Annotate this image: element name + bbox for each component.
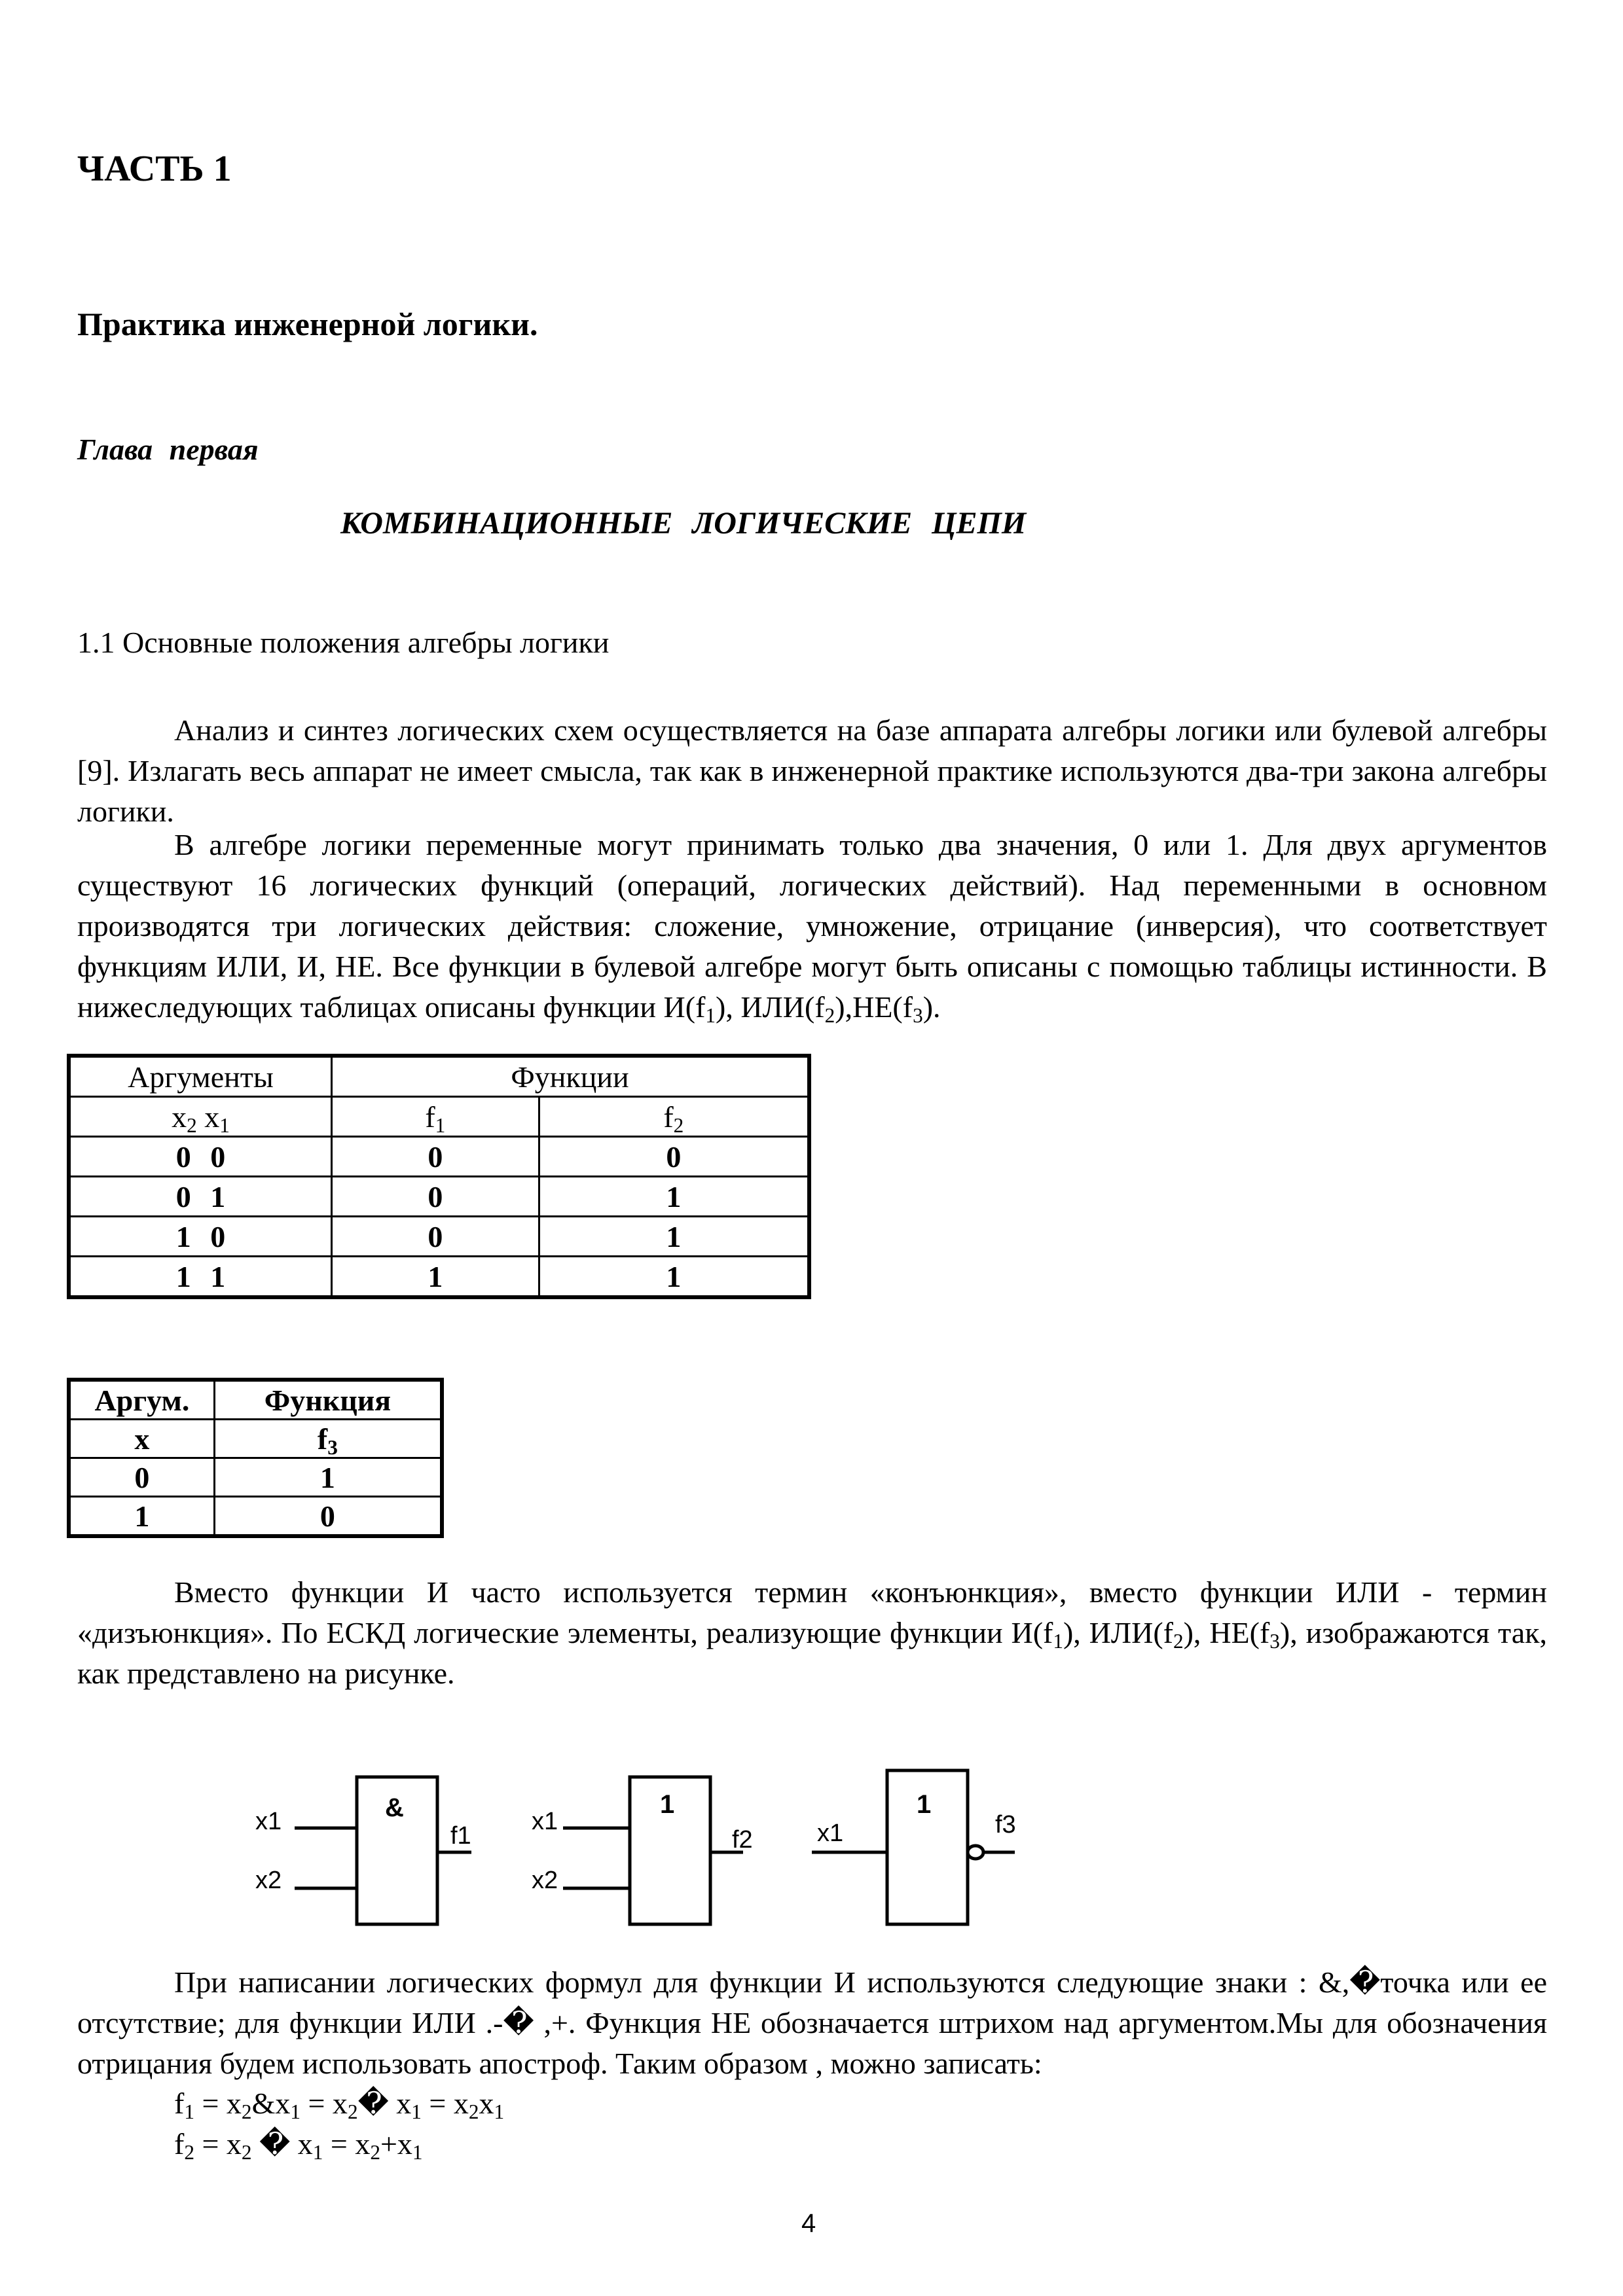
- table-row: [69, 1257, 809, 1298]
- formula-term: f: [174, 2127, 185, 2161]
- not-function-ref: ),НЕ(f: [835, 990, 913, 1024]
- paragraph-4-text: При написании логических формул для функции И используются следующие знаки : &,�точка или ее отсутствие; для функции ИЛИ .-� ,+. Функция НЕ обозначается штрихом над аргументом.Мы для обозначения отрицания будем использовать апостроф. Таким образом , можно записать:: [77, 1965, 1547, 2080]
- subheader-f1: [332, 1097, 539, 1137]
- cell-f3: 0: [214, 1497, 442, 1537]
- subscript: 1: [412, 2140, 423, 2164]
- subscript: 1: [411, 2100, 422, 2123]
- subscript: 3: [1269, 1629, 1280, 1653]
- subscript: 3: [327, 1435, 338, 1459]
- not-gate-input-label: x1: [817, 1820, 844, 1847]
- subscript: 2: [1173, 1629, 1184, 1653]
- subscript: 2: [187, 1113, 197, 1137]
- inversion-bubble-icon: [968, 1846, 983, 1859]
- subscript: 1: [705, 1003, 716, 1027]
- subscript: 1: [1053, 1629, 1063, 1653]
- subscript: 2: [468, 2100, 479, 2123]
- cell-f1: 0: [332, 1177, 539, 1217]
- truth-table-and-or: [67, 1054, 811, 1299]
- formula-f2: [174, 2126, 423, 2164]
- formula-term: x: [479, 2087, 494, 2120]
- not-gate-output-label: f3: [995, 1811, 1016, 1839]
- not-function-ref: ), НЕ(f: [1183, 1616, 1270, 1649]
- or-function-ref: ), ИЛИ(f: [1063, 1616, 1173, 1649]
- paragraph-2-end: ).: [922, 990, 941, 1024]
- header-function: Функция: [214, 1380, 442, 1420]
- subscript: 1: [219, 1113, 230, 1137]
- paragraph-3-end: ), изображаются так, как представлено на рисунке.: [77, 1616, 1547, 1690]
- cell-f2: 0: [539, 1137, 809, 1177]
- or-gate-input-2-label: x2: [532, 1867, 558, 1894]
- table-row: [69, 1458, 442, 1497]
- page-number: 4: [801, 2209, 816, 2238]
- header-functions: Функции: [332, 1056, 810, 1097]
- formula-term: = x: [300, 2087, 348, 2120]
- var-f: f: [425, 1100, 435, 1134]
- cell-args: 0 1: [69, 1177, 332, 1217]
- table-subheader-row: [69, 1097, 809, 1137]
- subheader-f2: [539, 1097, 809, 1137]
- subscript: 2: [370, 2140, 380, 2164]
- subscript: 1: [312, 2140, 323, 2164]
- and-gate-input-1-label: x1: [255, 1808, 282, 1835]
- table-header-row: [69, 1380, 442, 1420]
- subscript: 1: [184, 2100, 194, 2123]
- and-function-ref: И(f: [1011, 1616, 1053, 1649]
- formula-f1: [174, 2085, 504, 2121]
- and-gate-output-label: f1: [450, 1822, 471, 1850]
- cell-x: 0: [69, 1458, 214, 1497]
- paragraph-1-text: Анализ и синтез логических схем осуществляется на базе аппарата алгебры логики или булевой алгебры [9]. Излагать весь аппарат не имеет смысла, так как в инженерной практике используются два-три закона алгебры логики.: [77, 713, 1547, 828]
- cell-args: 1 1: [69, 1257, 332, 1298]
- not-gate: [812, 1770, 1015, 1924]
- chapter-title: КОМБИНАЦИОННЫЕ ЛОГИЧЕСКИЕ ЦЕПИ: [340, 506, 1027, 541]
- and-gate-input-2-label: x2: [255, 1867, 282, 1894]
- not-gate-symbol: 1: [917, 1790, 932, 1819]
- table-row: [69, 1217, 809, 1257]
- paragraph-1: [77, 710, 1547, 832]
- paragraph-3-text: Вместо функции И часто используется термин «конъюнкция», вместо функции ИЛИ - термин «дизъюнкция». По ЕСКД логические элементы, реализующие функции: [77, 1575, 1547, 1649]
- formula-term: &x: [251, 2087, 291, 2120]
- formula-term: = x: [323, 2127, 371, 2161]
- formula-term: = x: [421, 2087, 469, 2120]
- section-heading: 1.1 Основные положения алгебры логики: [77, 626, 610, 659]
- part-heading: ЧАСТЬ 1: [77, 149, 232, 189]
- subheader-args: [69, 1097, 332, 1137]
- subscript: 1: [435, 1113, 446, 1137]
- table-row: [69, 1497, 442, 1537]
- and-gate-symbol: &: [385, 1793, 404, 1822]
- cell-f2: 1: [539, 1257, 809, 1298]
- subheader-x: x: [69, 1420, 214, 1458]
- cell-f3: 1: [214, 1458, 442, 1497]
- header-argument: Аргум.: [69, 1380, 214, 1420]
- formula-term: � x: [357, 2087, 412, 2120]
- formula-term: f: [174, 2087, 185, 2120]
- var-f: f: [317, 1422, 328, 1456]
- subscript: 3: [913, 1003, 923, 1027]
- subscript: 2: [673, 1113, 684, 1137]
- truth-table-not: [67, 1378, 444, 1538]
- cell-args: 0 0: [69, 1137, 332, 1177]
- paragraph-2: [77, 825, 1547, 1028]
- cell-x: 1: [69, 1497, 214, 1537]
- formula-term: = x: [194, 2127, 242, 2161]
- table-row: [69, 1177, 809, 1217]
- paragraph-3: [77, 1572, 1547, 1694]
- subscript: 2: [824, 1003, 835, 1027]
- table-header-row: [69, 1056, 809, 1097]
- cell-f2: 1: [539, 1217, 809, 1257]
- cell-f2: 1: [539, 1177, 809, 1217]
- cell-args: 1 0: [69, 1217, 332, 1257]
- paragraph-2-text: В алгебре логики переменные могут принимать только два значения, 0 или 1. Для двух аргументов существуют 16 логических функций (операций, логических действий). Над переменными в основном производятся три логических действия: сложение, умножение, отрицание (инверсия), что соответствует функциям ИЛИ, И, НЕ. Все функции в булевой алгебре могут быть описаны с помощью таблицы истинности. В нижеследующих таблицах описаны функции: [77, 828, 1547, 1024]
- var-x: x: [172, 1100, 187, 1134]
- or-function-ref: ), ИЛИ(f: [716, 990, 825, 1024]
- or-gate-input-1-label: x1: [532, 1808, 558, 1835]
- logic-gates-diagram: [236, 1764, 1061, 1934]
- and-gate: [295, 1777, 471, 1924]
- cell-f1: 1: [332, 1257, 539, 1298]
- subscript: 1: [494, 2100, 505, 2123]
- subscript: 2: [347, 2100, 358, 2123]
- subscript: 2: [241, 2140, 252, 2164]
- var-f: f: [663, 1100, 674, 1134]
- or-gate-symbol: 1: [660, 1790, 675, 1819]
- subscript: 1: [290, 2100, 301, 2123]
- or-gate-output-label: f2: [732, 1826, 753, 1854]
- formula-term: +x: [380, 2127, 412, 2161]
- subheader-f3: [214, 1420, 442, 1458]
- formula-term: � x: [251, 2127, 313, 2161]
- table-row: [69, 1137, 809, 1177]
- cell-f1: 0: [332, 1217, 539, 1257]
- table-subheader-row: [69, 1420, 442, 1458]
- subscript: 2: [184, 2140, 194, 2164]
- subscript: 2: [241, 2100, 252, 2123]
- and-function-ref: И(f: [663, 990, 706, 1024]
- header-arguments: Аргументы: [69, 1056, 332, 1097]
- cell-f1: 0: [332, 1137, 539, 1177]
- paragraph-4: [77, 1962, 1547, 2084]
- chapter-label: Глава первая: [77, 433, 259, 466]
- part-title: Практика инженерной логики.: [77, 306, 538, 342]
- formula-term: = x: [194, 2087, 242, 2120]
- or-gate: [563, 1777, 743, 1924]
- var-x: x: [204, 1100, 220, 1134]
